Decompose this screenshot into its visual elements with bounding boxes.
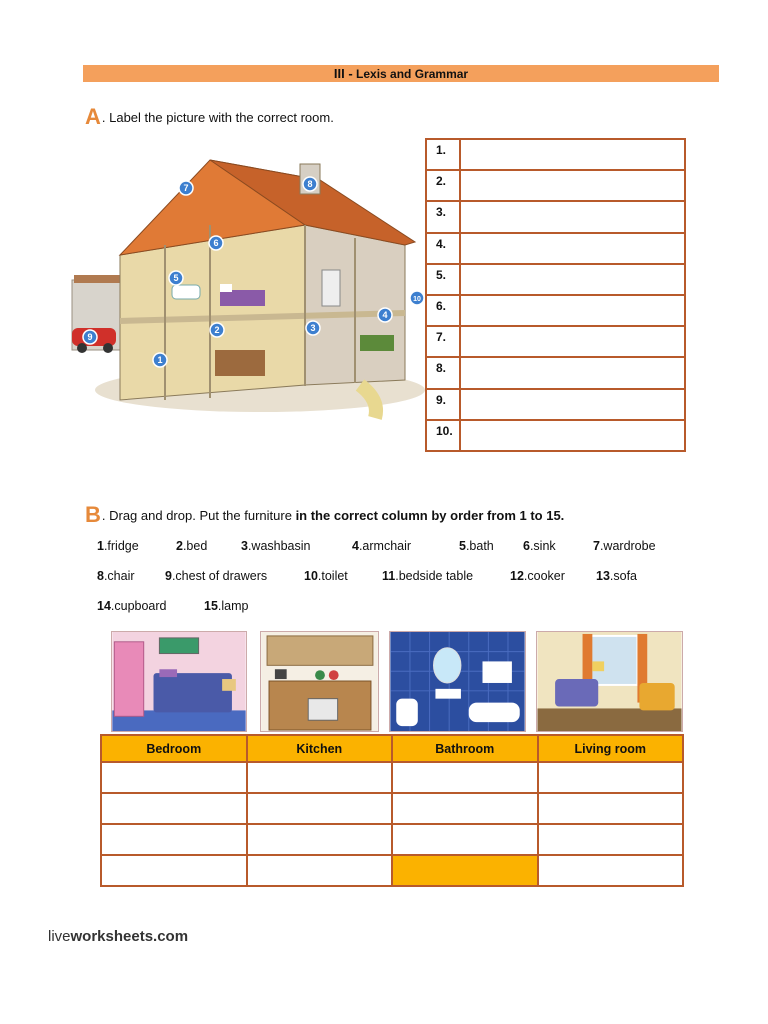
- drop-cell[interactable]: [538, 824, 684, 855]
- marker-3: 3: [310, 323, 316, 333]
- furniture-item[interactable]: 11.bedside table: [382, 569, 474, 583]
- part-a-text: . Label the picture with the correct room.: [101, 110, 334, 125]
- label-row: [426, 420, 685, 451]
- marker-2: 2: [214, 325, 220, 335]
- answer-cell[interactable]: [460, 357, 685, 388]
- row-number: 8.: [426, 357, 460, 388]
- sort-row: [101, 824, 683, 855]
- part-b-text: . Drag and drop. Put the furniture: [101, 508, 296, 523]
- furniture-item[interactable]: 7.wardrobe: [593, 539, 656, 553]
- answer-cell[interactable]: [460, 233, 685, 264]
- drop-cell[interactable]: [101, 762, 247, 793]
- section-roman: III -: [333, 66, 353, 81]
- marker-9: 9: [87, 332, 93, 342]
- furniture-item[interactable]: 9.chest of drawers: [165, 569, 268, 583]
- row-number: 6.: [426, 295, 460, 326]
- answer-cell[interactable]: [460, 139, 685, 170]
- drop-cell[interactable]: [101, 824, 247, 855]
- furniture-item[interactable]: 12.cooker: [510, 569, 565, 583]
- label-row: [426, 139, 685, 170]
- furniture-item[interactable]: 13.sofa: [596, 569, 638, 583]
- row-number: 2.: [426, 170, 460, 201]
- living-room-picture: [536, 631, 683, 732]
- marker-4: 4: [382, 310, 388, 320]
- row-number: 10.: [426, 420, 460, 451]
- part-b-letter: B: [85, 502, 101, 527]
- drop-cell[interactable]: [247, 793, 393, 824]
- furniture-sort-table: [100, 734, 684, 887]
- section-header: [83, 65, 719, 82]
- label-row: [426, 326, 685, 357]
- label-row: [426, 389, 685, 420]
- section-title: Lexis and Grammar: [356, 67, 469, 81]
- furniture-item[interactable]: 8.chair: [97, 569, 135, 583]
- filled-cell: [392, 855, 538, 886]
- logo-bold-text: worksheets.com: [70, 928, 189, 945]
- row-number: 1.: [426, 139, 460, 170]
- instruction-b: [85, 502, 565, 527]
- label-row: [426, 295, 685, 326]
- furniture-item[interactable]: 14.cupboard: [97, 599, 167, 613]
- furniture-item[interactable]: 4.armchair: [352, 539, 412, 553]
- marker-10: 10: [413, 296, 421, 303]
- answer-cell[interactable]: [460, 389, 685, 420]
- column-header-bedroom: Bedroom: [101, 735, 247, 762]
- drop-cell[interactable]: [247, 762, 393, 793]
- part-b-text-bold: in the correct column by order from 1 to 15.: [295, 508, 565, 523]
- label-row: [426, 201, 685, 232]
- marker-6: 6: [213, 238, 219, 248]
- answer-cell[interactable]: [460, 420, 685, 451]
- drop-cell[interactable]: [538, 855, 684, 886]
- column-header-bathroom: Bathroom: [392, 735, 538, 762]
- drop-cell[interactable]: [101, 855, 247, 886]
- marker-8: 8: [307, 179, 313, 189]
- sort-row: [101, 762, 683, 793]
- drop-cell[interactable]: [538, 762, 684, 793]
- label-row: [426, 170, 685, 201]
- label-row: [426, 357, 685, 388]
- house-illustration: [60, 150, 430, 420]
- site-logo: [48, 928, 188, 945]
- logo-light-text: live: [48, 928, 71, 945]
- drop-cell[interactable]: [392, 824, 538, 855]
- answer-cell[interactable]: [460, 201, 685, 232]
- drop-cell[interactable]: [392, 793, 538, 824]
- instruction-a: [85, 104, 334, 129]
- furniture-item[interactable]: 2.bed: [176, 539, 208, 553]
- column-header-living-room: Living room: [538, 735, 684, 762]
- kitchen-picture: [260, 631, 379, 732]
- answer-cell[interactable]: [460, 264, 685, 295]
- drop-cell[interactable]: [247, 855, 393, 886]
- furniture-item[interactable]: 3.washbasin: [241, 539, 311, 553]
- row-number: 3.: [426, 201, 460, 232]
- drop-cell[interactable]: [247, 824, 393, 855]
- row-number: 4.: [426, 233, 460, 264]
- furniture-item[interactable]: 1.fridge: [97, 539, 139, 553]
- sort-row: [101, 793, 683, 824]
- drop-cell[interactable]: [538, 793, 684, 824]
- furniture-item[interactable]: 15.lamp: [204, 599, 249, 613]
- furniture-item[interactable]: 5.bath: [459, 539, 494, 553]
- sort-row: [101, 855, 683, 886]
- row-number: 7.: [426, 326, 460, 357]
- column-header-kitchen: Kitchen: [247, 735, 393, 762]
- row-number: 5.: [426, 264, 460, 295]
- marker-7: 7: [183, 183, 189, 193]
- drop-cell[interactable]: [101, 793, 247, 824]
- answer-cell[interactable]: [460, 170, 685, 201]
- label-row: [426, 264, 685, 295]
- answer-cell[interactable]: [460, 326, 685, 357]
- marker-5: 5: [173, 273, 179, 283]
- row-number: 9.: [426, 389, 460, 420]
- part-a-letter: A: [85, 104, 101, 129]
- furniture-item[interactable]: 6.sink: [523, 539, 556, 553]
- room-label-table: [425, 138, 686, 452]
- answer-cell[interactable]: [460, 295, 685, 326]
- drop-cell[interactable]: [392, 762, 538, 793]
- marker-1: 1: [157, 355, 163, 365]
- bathroom-picture: [389, 631, 526, 732]
- furniture-item[interactable]: 10.toilet: [304, 569, 348, 583]
- label-row: [426, 233, 685, 264]
- bedroom-picture: [111, 631, 247, 732]
